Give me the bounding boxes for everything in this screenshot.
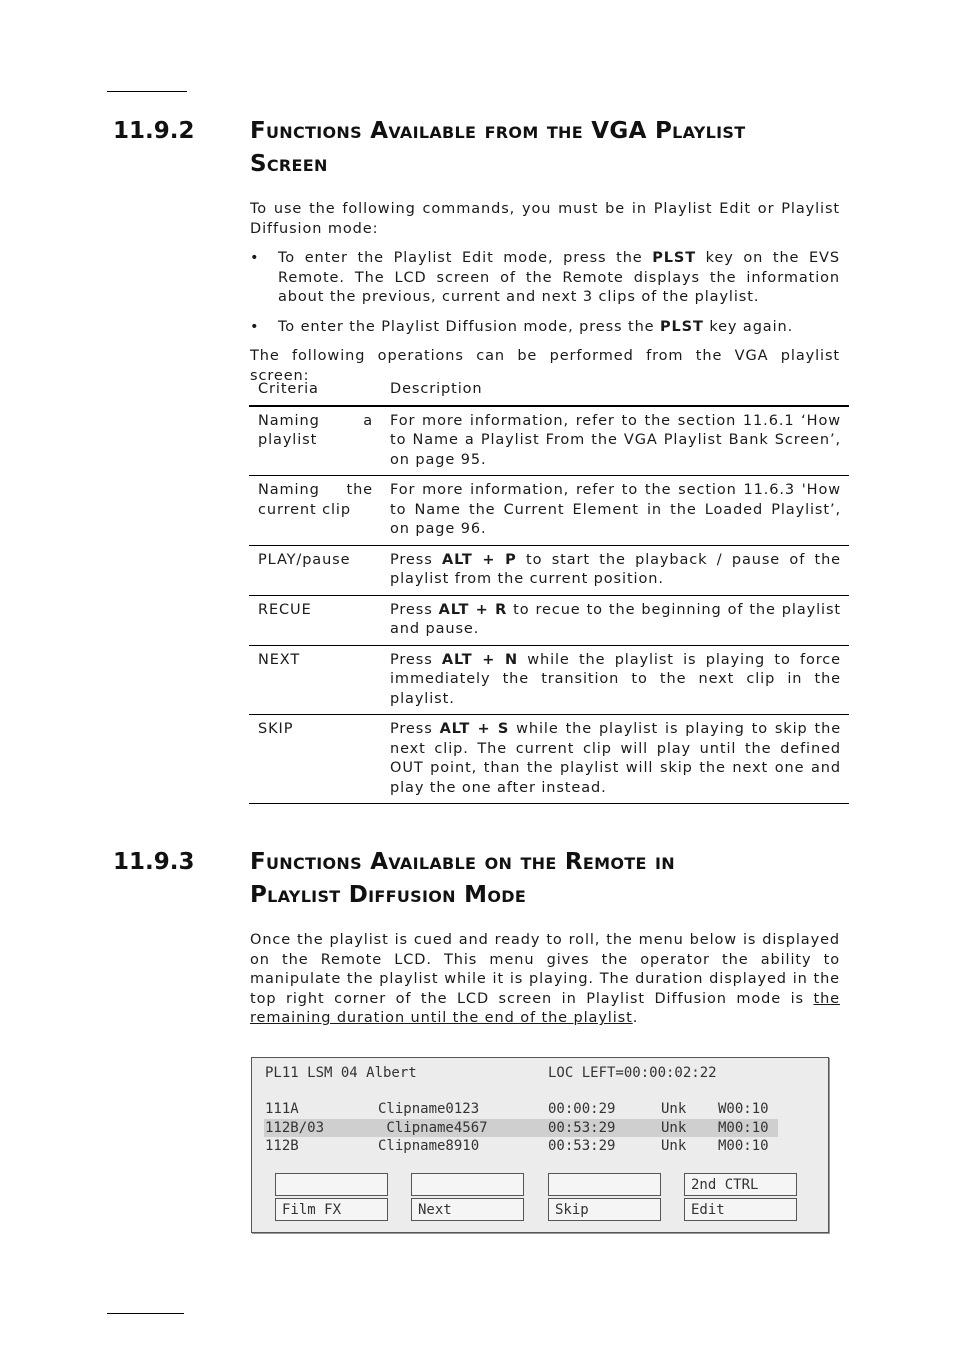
lcd-clip-time: 00:00:29 <box>548 1101 616 1117</box>
table-row <box>249 406 849 476</box>
criteria-cell: NEXT <box>249 645 381 715</box>
bullet-text: To enter the Playlist Edit mode, press the PLST key on the EVS Remote. The LCD screen of the Remote displays the information about the previous, current and next 3 clips of the playlist. <box>278 250 840 305</box>
column-header-criteria: Criteria <box>249 377 381 406</box>
lcd-clip-status: Unk <box>661 1101 687 1117</box>
lcd-clip-id: 112B <box>265 1138 299 1154</box>
description-cell: Press ALT + N while the playlist is playing to force immediately the transition to the next clip in the playlist. <box>381 645 849 715</box>
section-title-line1: Functions Available on the Remote in <box>250 849 675 875</box>
lcd-clip-id: 112B/03 <box>265 1120 325 1136</box>
lcd-clip-id: 111A <box>265 1101 299 1117</box>
table-row <box>249 715 849 804</box>
bullet-dot-icon: • <box>250 250 260 266</box>
section-title <box>250 846 850 912</box>
lcd-clip-name: Clipname0123 <box>378 1101 480 1117</box>
intro-paragraph: To use the following commands, you must be in Playlist Edit or Playlist Diffusion mode: <box>250 201 840 237</box>
table-row <box>249 476 849 546</box>
section-title-line1: Functions Available from the VGA Playlist <box>250 118 746 144</box>
lcd-clip-code: W00:10 <box>718 1101 769 1117</box>
lead-paragraph: The following operations can be performed from the VGA playlist screen: <box>250 348 840 384</box>
diffusion-paragraph: Once the playlist is cued and ready to roll, the menu below is displayed on the Remote LCD. This menu gives the operator the ability to manipulate the playlist while it is playing. The duration displayed in the top right corner of the LCD screen in Playlist Diffusion mode is the remaining duration until the end of the playlist. <box>250 932 840 1026</box>
lcd-clip-time: 00:53:29 <box>548 1138 616 1154</box>
description-cell: Press ALT + S while the playlist is playing to skip the next clip. The current clip will play until the defined OUT point, than the playlist will skip the next one and play the one after instead. <box>381 715 849 804</box>
underlined-text: the remaining duration until the end of the playlist <box>250 990 840 1026</box>
lcd-clip-status: Unk <box>661 1120 687 1136</box>
lcd-clip-code: M00:10 <box>718 1120 769 1136</box>
description-cell: Press ALT + P to start the playback / pause of the playlist from the current position. <box>381 545 849 595</box>
bullet-item <box>250 318 840 338</box>
section-number: 11.9.2 <box>113 118 195 144</box>
section-number: 11.9.3 <box>113 849 195 875</box>
lcd-softkey-edit: Edit <box>684 1198 797 1221</box>
table-row <box>249 545 849 595</box>
lcd-clip-name: Clipname4567 <box>378 1120 488 1136</box>
bullet-text: To enter the Playlist Diffusion mode, press the PLST key again. <box>278 319 794 335</box>
lcd-header-right: LOC LEFT=00:00:02:22 <box>548 1065 717 1081</box>
lcd-softkey-top-2 <box>411 1173 524 1196</box>
lcd-softkey-top-1 <box>275 1173 388 1196</box>
section-title-line2: Screen <box>250 151 328 177</box>
bottom-rule <box>107 1313 184 1314</box>
top-rule <box>107 91 187 92</box>
operations-table <box>249 377 849 804</box>
criteria-cell: PLAY/pause <box>249 545 381 595</box>
bullet-item <box>250 249 840 308</box>
criteria-cell: RECUE <box>249 595 381 645</box>
description-cell: For more information, refer to the section 11.6.1 ‘How to Name a Playlist From the VGA Playlist Bank Screen’, on page 95. <box>381 406 849 476</box>
criteria-cell: Naming a playlist <box>249 406 381 476</box>
lcd-clip-time: 00:53:29 <box>548 1120 616 1136</box>
table-row <box>249 645 849 715</box>
lcd-softkey-skip: Skip <box>548 1198 661 1221</box>
lcd-softkey-next: Next <box>411 1198 524 1221</box>
table-row <box>249 595 849 645</box>
description-cell: Press ALT + R to recue to the beginning of the playlist and pause. <box>381 595 849 645</box>
lcd-softkey-2nd-ctrl: 2nd CTRL <box>684 1173 797 1196</box>
lcd-clip-status: Unk <box>661 1138 687 1154</box>
table-header-row <box>249 377 849 406</box>
lcd-current-clip-highlight <box>264 1119 778 1137</box>
column-header-description: Description <box>381 377 849 406</box>
criteria-cell: Naming the current clip <box>249 476 381 546</box>
lcd-softkey-top-3 <box>548 1173 661 1196</box>
bullet-dot-icon: • <box>250 319 260 335</box>
section-title <box>250 115 850 181</box>
lcd-softkey-film-fx: Film FX <box>275 1198 388 1221</box>
lcd-clip-code: M00:10 <box>718 1138 769 1154</box>
description-cell: For more information, refer to the section 11.6.3 'How to Name the Current Element in the Loaded Playlist’, on page 96. <box>381 476 849 546</box>
lcd-clip-name: Clipname8910 <box>378 1138 480 1154</box>
criteria-cell: SKIP <box>249 715 381 804</box>
lcd-header-left: PL11 LSM 04 Albert <box>265 1065 417 1081</box>
remote-lcd-screen <box>251 1057 829 1233</box>
section-title-line2: Playlist Diffusion Mode <box>250 882 527 908</box>
